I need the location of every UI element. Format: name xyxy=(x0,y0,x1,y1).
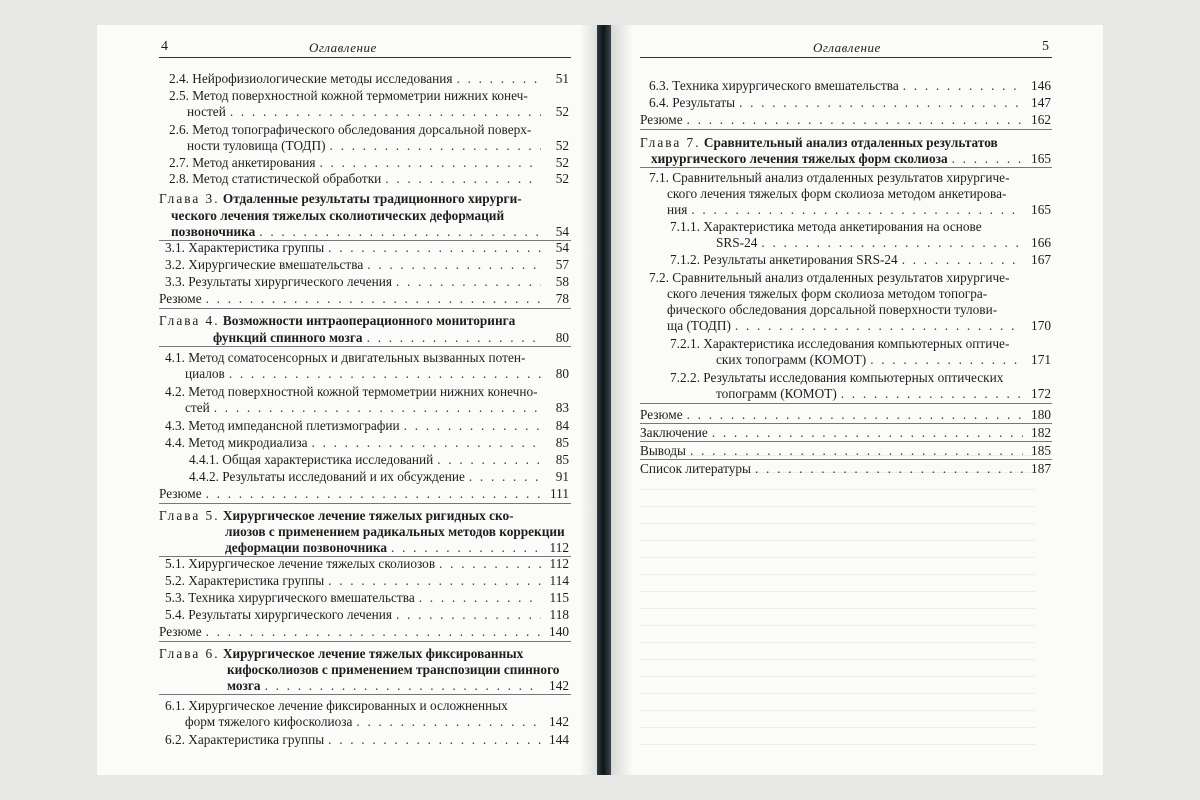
toc-entry: циалов . . . 80 xyxy=(185,366,569,381)
book-gutter xyxy=(597,25,611,775)
toc-entry: Резюме . . . 162 xyxy=(640,112,1051,127)
toc-entry: мозга . . . 142 xyxy=(227,678,569,693)
toc-entry: Список литературы . . . 187 xyxy=(640,461,1051,476)
toc-entry-line: 4.2. Метод поверхностной кожной термометрии нижних конечно- xyxy=(165,384,538,399)
chapter-rule xyxy=(159,308,571,309)
toc-entry: Выводы . . . 185 xyxy=(640,443,1051,458)
toc-entry-line: фического обследования дорсальной поверхности тулови- xyxy=(667,302,998,317)
toc-entry: хирургического лечения тяжелых форм сколиоза . . . 165 xyxy=(651,151,1051,166)
toc-entry: 4.4. Метод микродиализа . . . 85 xyxy=(165,435,569,450)
toc-entry: деформации позвоночника . . . 112 xyxy=(225,540,569,555)
running-title: Оглавление xyxy=(813,40,881,55)
toc-entry: 2.7. Метод анкетирования . . . 52 xyxy=(169,155,569,170)
toc-entry-line: 7.2.1. Характеристика исследования компьютерных оптиче- xyxy=(670,336,1010,351)
toc-entry-line: 6.1. Хирургическое лечение фиксированных и осложненных xyxy=(165,698,508,713)
toc-entry: позвоночника . . . 54 xyxy=(171,224,569,239)
toc-entry: ния . . . 165 xyxy=(667,202,1051,217)
toc-entry-line: кифосколиозов с применением транспозиции спинного xyxy=(227,662,560,677)
toc-entry-line: ского лечения тяжелых форм сколиоза методом топогра- xyxy=(667,286,988,301)
toc-entry: 6.3. Техника хирургического вмешательства . . . 146 xyxy=(649,78,1051,93)
toc-entry-line: 7.1. Сравнительный анализ отдаленных результатов хирургиче- xyxy=(649,170,1010,185)
toc-entry: 3.3. Результаты хирургического лечения . . . 58 xyxy=(165,274,569,289)
chapter-7-title: Глава 7. Сравнительный анализ отдаленных результатов xyxy=(640,135,998,150)
toc-entry: 3.2. Хирургические вмешательства . . . 57 xyxy=(165,257,569,272)
toc-entry: Заключение . . . 182 xyxy=(640,425,1051,440)
toc-entry: 4.4.1. Общая характеристика исследований . . . 85 xyxy=(189,452,569,467)
toc-entry: ностей . . . 52 xyxy=(187,104,569,119)
toc-entry: 5.3. Техника хирургического вмешательства . . . 115 xyxy=(165,590,569,605)
toc-entry-line: ского лечения тяжелых форм сколиоза методом анкетирова- xyxy=(667,186,1007,201)
header-rule xyxy=(640,57,1052,58)
section-rule xyxy=(640,423,1052,424)
toc-entry-line: 2.5. Метод поверхностной кожной термометрии нижних конеч- xyxy=(169,88,528,103)
page-number: 5 xyxy=(1042,39,1049,54)
toc-entry: топограмм (КОМОТ) . . . 172 xyxy=(716,386,1051,401)
chapter-rule xyxy=(640,167,1052,168)
toc-entry: ских топограмм (КОМОТ) . . . 171 xyxy=(716,352,1051,367)
toc-entry-line: 7.2. Сравнительный анализ отдаленных результатов хирургиче- xyxy=(649,270,1010,285)
chapter-6-title: Глава 6. Хирургическое лечение тяжелых фиксированных xyxy=(159,646,524,661)
chapter-rule xyxy=(159,641,571,642)
toc-entry: функций спинного мозга . . . 80 xyxy=(213,330,569,345)
toc-entry-line: 4.1. Метод соматосенсорных и двигательных вызванных потен- xyxy=(165,350,526,365)
chapter-3-title: Глава 3. Отдаленные результаты традиционного хирурги- xyxy=(159,191,522,206)
gutter-shadow xyxy=(580,25,598,775)
toc-entry: SRS-24 . . . 166 xyxy=(716,235,1051,250)
toc-entry-line: 2.6. Метод топографического обследования дорсальной поверх- xyxy=(169,122,532,137)
toc-entry: 6.4. Результаты . . . 147 xyxy=(649,95,1051,110)
toc-entry-line: 7.1.1. Характеристика метода анкетирования на основе xyxy=(670,219,982,234)
toc-entry: 3.1. Характеристика группы . . . 54 xyxy=(165,240,569,255)
toc-entry-line: лиозов с применением радикальных методов коррекции xyxy=(225,524,565,539)
chapter-rule xyxy=(159,694,571,695)
chapter-rule xyxy=(159,346,571,347)
chapter-rule xyxy=(640,129,1052,130)
gutter-shadow xyxy=(611,25,633,775)
toc-entry: Резюме . . . 78 xyxy=(159,291,569,306)
toc-entry-line: 7.2.2. Результаты исследования компьютерных оптических xyxy=(670,370,1004,385)
toc-entry: 2.4. Нейрофизиологические методы исследования . . . 51 xyxy=(169,71,569,86)
chapter-rule xyxy=(640,403,1052,404)
toc-entry: стей . . . 83 xyxy=(185,400,569,415)
toc-entry: 7.1.2. Результаты анкетирования SRS-24 . . . 167 xyxy=(670,252,1051,267)
page-number: 4 xyxy=(161,39,168,54)
show-through-texture xyxy=(640,455,1035,755)
toc-entry: 2.8. Метод статистической обработки . . . 52 xyxy=(169,171,569,186)
running-title: Оглавление xyxy=(309,40,377,55)
chapter-4-title: Глава 4. Возможности интраоперационного мониторинга xyxy=(159,313,516,328)
chapter-5-title: Глава 5. Хирургическое лечение тяжелых ригидных ско- xyxy=(159,508,514,523)
toc-entry: ща (ТОДП) . . . 170 xyxy=(667,318,1051,333)
left-page xyxy=(97,25,600,775)
toc-entry: Резюме . . . 111 xyxy=(159,486,569,501)
toc-entry: 6.2. Характеристика группы . . . 144 xyxy=(165,732,569,747)
toc-entry: форм тяжелого кифосколиоза . . . 142 xyxy=(185,714,569,729)
section-rule xyxy=(640,441,1052,442)
toc-entry: ности туловища (ТОДП) . . . 52 xyxy=(187,138,569,153)
header-rule xyxy=(159,57,571,58)
chapter-rule xyxy=(159,503,571,504)
toc-entry: 5.1. Хирургическое лечение тяжелых сколиозов . . . 112 xyxy=(165,556,569,571)
toc-entry: 5.2. Характеристика группы . . . 114 xyxy=(165,573,569,588)
toc-entry-line: ческого лечения тяжелых сколиотических деформаций xyxy=(171,208,505,223)
toc-entry: 4.3. Метод импедансной плетизмографии . . . 84 xyxy=(165,418,569,433)
toc-entry: Резюме . . . 140 xyxy=(159,624,569,639)
toc-entry: 4.4.2. Результаты исследований и их обсуждение . . . 91 xyxy=(189,469,569,484)
toc-entry: Резюме . . . 180 xyxy=(640,407,1051,422)
toc-entry: 5.4. Результаты хирургического лечения . . . 118 xyxy=(165,607,569,622)
